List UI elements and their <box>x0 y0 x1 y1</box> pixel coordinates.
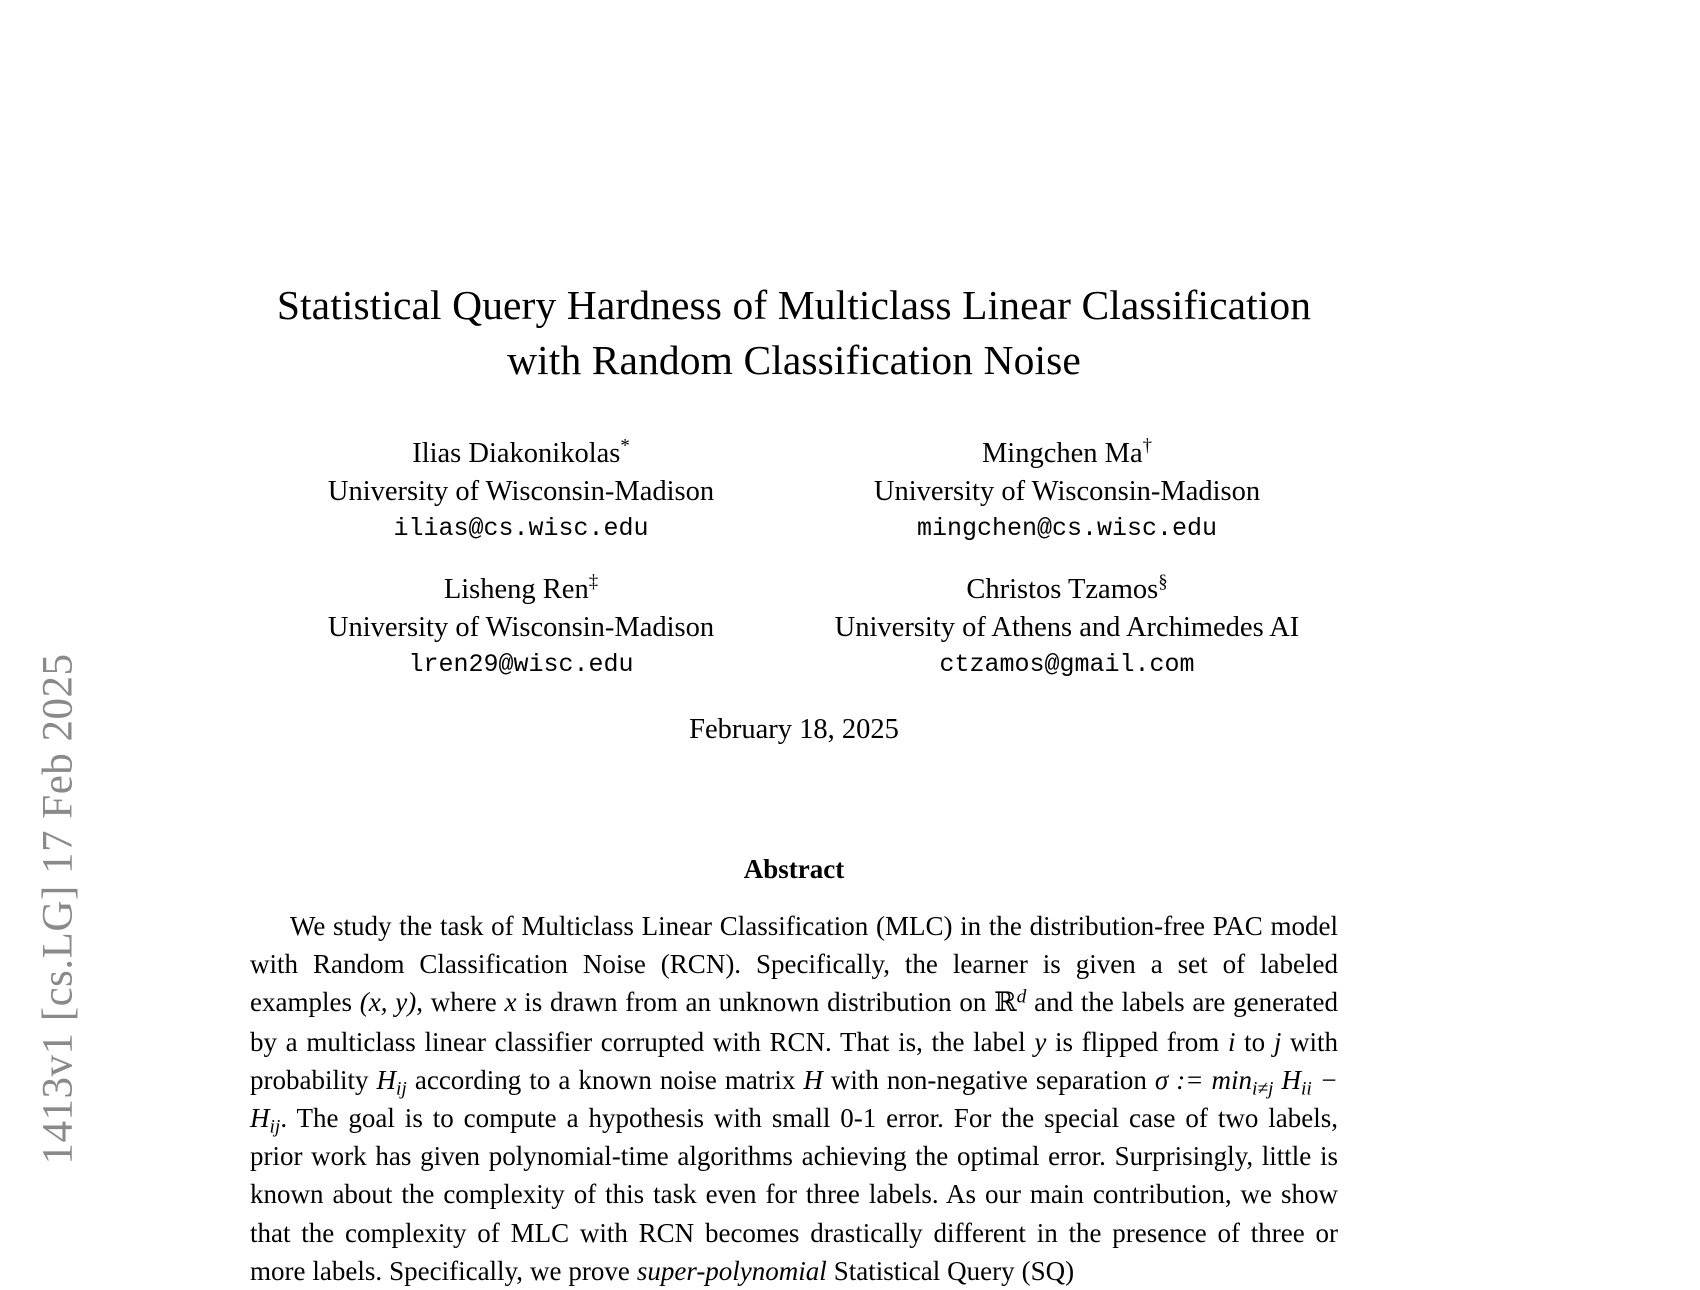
author-affiliation: University of Wisconsin-Madison <box>873 476 1261 507</box>
author-block-2 <box>248 571 794 683</box>
abstract-heading: Abstract <box>743 854 845 884</box>
author-email[interactable]: ctzamos@gmail.com <box>939 650 1195 679</box>
abstract-section <box>248 852 1340 1290</box>
paper-content-column <box>248 0 1340 1290</box>
author-email[interactable]: mingchen@cs.wisc.edu <box>916 514 1218 543</box>
author-block-0 <box>248 435 794 547</box>
abstract-math-ineq-sub: i≠j <box>1251 1078 1274 1100</box>
abstract-emph-super-polynomial: super-polynomial <box>636 1255 827 1286</box>
abstract-seg-13: with probability <box>250 1026 1338 1095</box>
author-name <box>248 571 794 609</box>
abstract-math-H: H <box>376 1064 397 1095</box>
abstract-math-reals: ℝ <box>994 987 1017 1019</box>
author-name <box>794 435 1340 473</box>
abstract-math-y: y <box>1034 1026 1047 1057</box>
author-name-text: Lisheng Ren <box>443 574 589 605</box>
title-line-1: Statistical Query Hardness of Multiclass Linear Classification <box>276 282 1312 328</box>
author-affiliation: University of Wisconsin-Madison <box>327 612 715 643</box>
abstract-math-H3: H <box>1273 1064 1301 1095</box>
author-footnote-marker: † <box>1142 435 1153 457</box>
abstract-math-xy: (x, y) <box>359 987 417 1018</box>
abstract-math-i: i <box>1227 1026 1236 1057</box>
abstract-seg-4: is drawn from an unknown distribution on <box>516 987 995 1018</box>
page-title <box>248 278 1340 388</box>
title-line-2: with Random Classification Noise <box>507 337 1081 383</box>
abstract-math-sigma-min: σ := min <box>1154 1064 1252 1095</box>
abstract-seg-11: to <box>1235 1026 1274 1057</box>
abstract-seg-2: , where <box>416 987 505 1018</box>
abstract-seg-27: Statistical Query (SQ) <box>826 1255 1075 1286</box>
author-affiliation: University of Athens and Archimedes AI <box>834 612 1300 643</box>
author-name-text: Ilias Diakonikolas <box>412 438 621 469</box>
author-name <box>794 571 1340 609</box>
author-name <box>248 435 794 473</box>
author-email[interactable]: ilias@cs.wisc.edu <box>393 514 649 543</box>
abstract-math-H2: H <box>803 1064 823 1095</box>
abstract-seg-0: We study the task of Multiclass Linear Classification (MLC) in the distribution-free PAC model with Random Classification Noise (RCN). Specifically, the learner is given a set of labeled examples <box>250 911 1338 1018</box>
abstract-seg-16: according to a known noise matrix <box>406 1064 804 1095</box>
abstract-body <box>250 907 1338 1290</box>
author-row-1 <box>248 435 1340 547</box>
abstract-math-ij-sub2: ij <box>269 1116 281 1138</box>
abstract-seg-9: is flipped from <box>1046 1026 1228 1057</box>
author-block-1 <box>794 435 1340 547</box>
author-footnote-marker: § <box>1158 571 1168 593</box>
author-email[interactable]: lren29@wisc.edu <box>408 650 634 679</box>
arxiv-identifier-stamp: 1413v1 [cs.LG] 17 Feb 2025 <box>34 653 82 1165</box>
author-name-text: Christos Tzamos <box>966 574 1159 605</box>
abstract-seg-18: with non-negative separation <box>822 1064 1155 1095</box>
author-row-2 <box>248 571 1340 683</box>
abstract-math-ii-sub: ii <box>1300 1078 1312 1100</box>
author-affiliation: University of Wisconsin-Madison <box>327 476 715 507</box>
abstract-math-x: x <box>504 987 517 1018</box>
publication-date: February 18, 2025 <box>689 714 899 745</box>
author-name-text: Mingchen Ma <box>981 438 1143 469</box>
author-footnote-marker: * <box>620 435 630 457</box>
abstract-math-j: j <box>1273 1026 1282 1057</box>
author-footnote-marker: ‡ <box>588 571 599 593</box>
abstract-math-minus-H: − H <box>250 1064 1339 1134</box>
abstract-seg-7: and the labels are generated by a multiclass linear classifier corrupted with RCN. That is, the label <box>250 987 1339 1057</box>
abstract-math-dim: d <box>1016 986 1027 1008</box>
abstract-seg-25: . The goal is to compute a hypothesis with small 0-1 error. For the special case of two labels, prior work has given polynomial-time algorithms achieving the optimal error. Surprisingly, little is known about the complexity of this task even for three labels. As our main contribution, we show that the complexity of MLC with RCN becomes drastically different in the presence of three or more labels. Specifically, we prove <box>250 1103 1338 1286</box>
abstract-math-ij-sub: ij <box>396 1078 407 1100</box>
author-block-3 <box>794 571 1340 683</box>
